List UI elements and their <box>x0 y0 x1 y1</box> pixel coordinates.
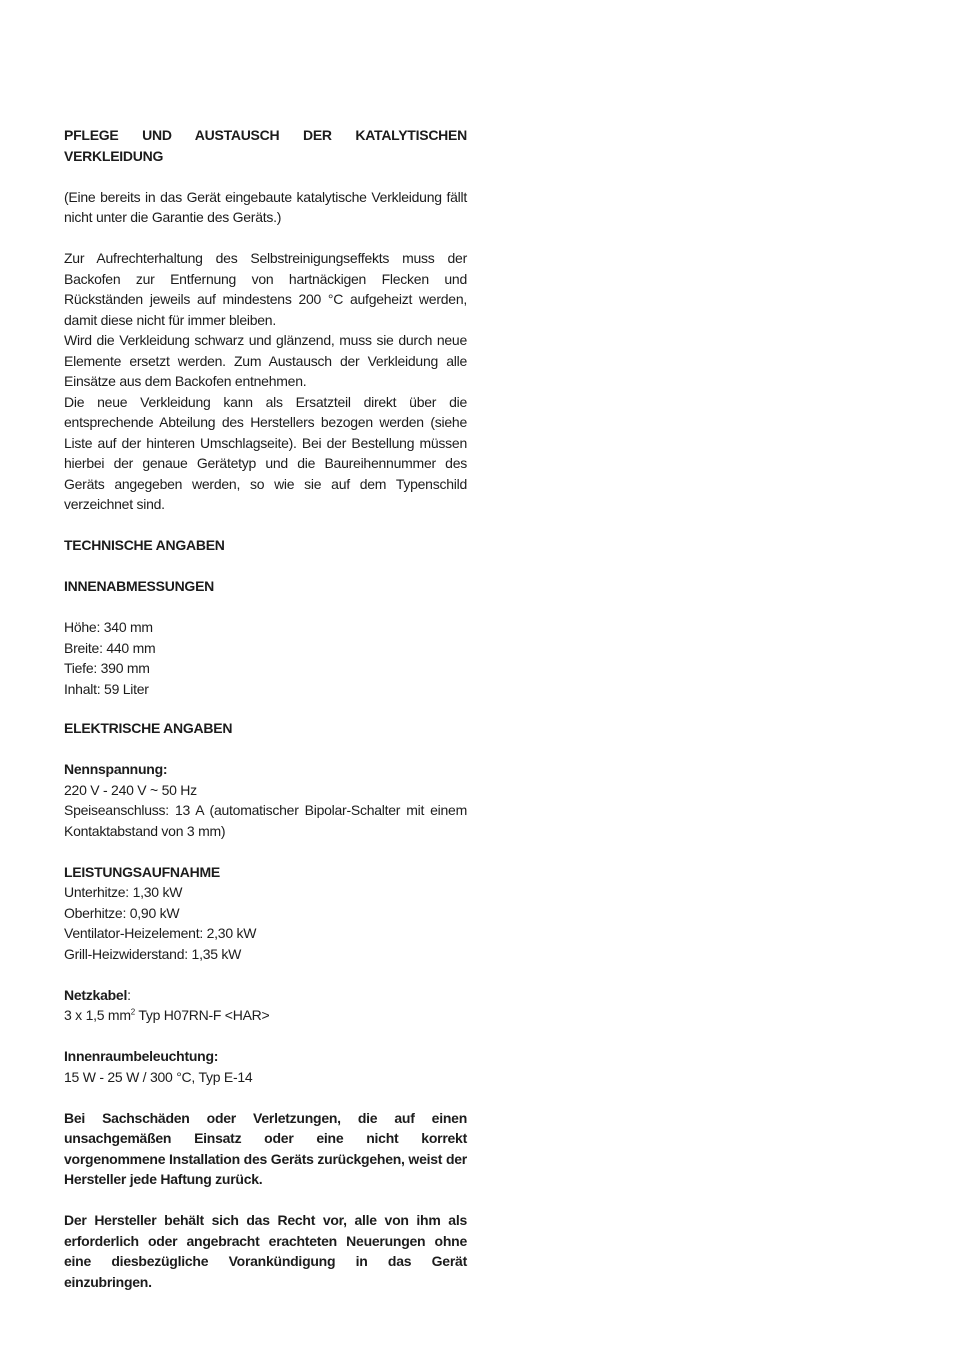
inner-width: Breite: 440 mm <box>64 639 156 656</box>
catalytic-paragraph-2: Wird die Verkleidung schwarz und glänzend, muss sie durch neue Elemente ersetzt werden. Zum Austausch der Verkleidung alle Einsätze aus dem Backofen entnehmen. <box>64 332 467 389</box>
catalytic-note: (Eine bereits in das Gerät eingebaute katalytische Verkleidung fällt nicht unter die Garantie des Geräts.) <box>64 188 467 225</box>
cable-value-suffix: Typ H07RN-F <HAR> <box>134 1007 270 1023</box>
light-label: Innenraumbeleuchtung: <box>64 1048 219 1064</box>
tech-heading: TECHNISCHE ANGABEN <box>64 537 225 553</box>
power-grill: Grill-Heizwiderstand: 1,35 kW <box>64 945 242 962</box>
cable-label: Netzkabel <box>64 986 128 1003</box>
cable-line <box>64 985 467 1006</box>
power-bottom-heat: Unterhitze: 1,30 kW <box>64 884 183 900</box>
catalytic-heading: PFLEGE UND AUSTAUSCH DER KATALYTISCHEN VERKLEIDUNG <box>64 127 467 164</box>
disclaimer-changes: Der Hersteller behält sich das Recht vor, alle von ihm als erforderlich oder angebracht erachteten Neuerungen ohne eine diesbezügliche Vorankündigung in das Gerät einzubringen. <box>64 1212 467 1290</box>
disclaimer-liability: Bei Sachschäden oder Verletzungen, die auf einen unsachgemäßen Einsatz oder eine nicht korrekt vorgenommene Installation des Geräts zurückgehen, weist der Hersteller jede Haftung zurück. <box>64 1109 467 1187</box>
inner-depth: Tiefe: 390 mm <box>64 660 150 676</box>
power-heading: LEISTUNGSAUFNAHME <box>64 863 220 880</box>
electric-heading: ELEKTRISCHE ANGABEN <box>64 720 233 736</box>
inner-height: Höhe: 340 mm <box>64 619 153 635</box>
catalytic-paragraph-1: Zur Aufrechterhaltung des Selbstreinigungseffekts muss der Backofen zur Entfernung von hartnäckigen Flecken und Rückständen jeweils auf mindestens 200 °C aufgeheizt werden, damit diese nicht für immer bleiben. <box>64 250 467 328</box>
cable-value-prefix: 3 x 1,5 mm <box>64 1007 131 1023</box>
inner-volume: Inhalt: 59 Liter <box>64 680 149 697</box>
cable-colon: : <box>127 986 131 1003</box>
manual-page <box>64 125 467 1292</box>
voltage-label: Nennspannung: <box>64 761 168 777</box>
light-value: 15 W - 25 W / 300 °C, Typ E-14 <box>64 1068 253 1085</box>
power-top-heat: Oberhitze: 0,90 kW <box>64 904 180 921</box>
power-fan-element: Ventilator-Heizelement: 2,30 kW <box>64 925 257 941</box>
catalytic-paragraph-3: Die neue Verkleidung kann als Ersatzteil direkt über die entsprechende Abteilung des Herstellers bezogen werden (siehe Liste auf der hinteren Umschlagseite). Bei der Bestellung müssen hierbei der genaue Gerätetyp und die Baureihennummer des Geräts angegeben werden, so wie sie auf dem Typenschild verzeichnet sind. <box>64 393 467 512</box>
supply-connection: Speiseanschluss: 13 A (automatischer Bipolar-Schalter mit einem Kontaktabstand von 3 mm) <box>64 802 467 839</box>
cable-value-sup: 2 <box>130 1007 135 1017</box>
cable-value <box>64 1005 467 1026</box>
inner-dimensions-heading: INNENABMESSUNGEN <box>64 578 215 594</box>
voltage-value: 220 V - 240 V ~ 50 Hz <box>64 781 197 798</box>
